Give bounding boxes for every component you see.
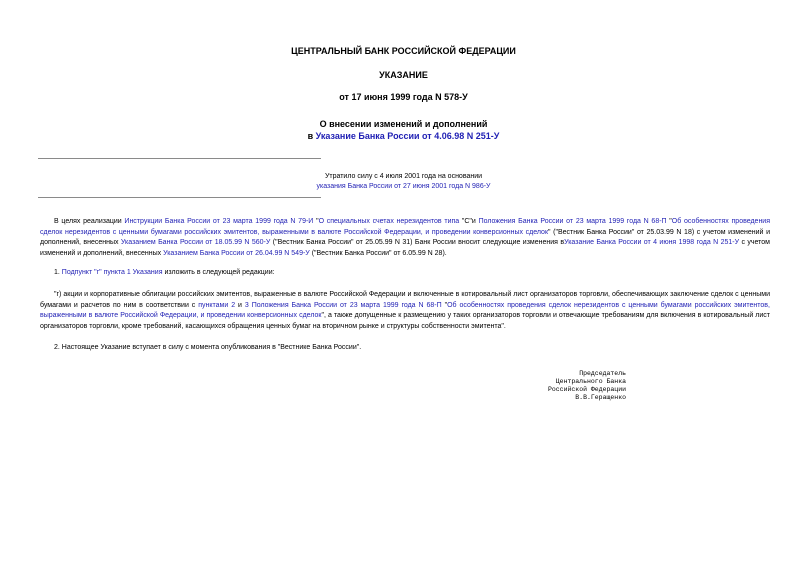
paragraph-text: и (235, 301, 245, 309)
reference-link[interactable]: Указанием Банка России от 18.05.99 N 560-У (120, 239, 271, 246)
repeal-document-link[interactable]: указания Банка России от 27 июня 2001 года N 986-У (316, 183, 491, 190)
paragraph-text: " (313, 218, 319, 225)
paragraph-text: изложить в следующей редакции: (162, 269, 275, 276)
paragraph-text: с учетом изменений и дополнений, внесенных (40, 239, 770, 257)
paragraph-item-2: 2. Настоящее Указание вступает в силу с момента опубликования в "Вестнике Банка России". (54, 344, 362, 351)
reference-link[interactable]: Указание Банка России от 4 июня 1998 года N 251-У (564, 239, 740, 246)
reference-link[interactable]: пунктами 2 (198, 301, 236, 309)
signatory-position: Председатель (579, 370, 626, 377)
signature-block (520, 370, 626, 402)
paragraph-text: " ("Вестник Банка России" от 25.03.99 N 18) с учетом изменений и дополнений, внесенных (40, 228, 770, 246)
issuer-title: ЦЕНТРАЛЬНЫЙ БАНК РОССИЙСКОЙ ФЕДЕРАЦИИ (291, 46, 516, 56)
reference-link[interactable]: Об особенностях проведения сделок нерезидентов с ценными бумагами российских эмитентов, выраженными в валюте Российской Федерации, и проведении конверсионных сделок (40, 218, 771, 236)
document-date-number: от 17 июня 1999 года N 578-У (339, 92, 468, 102)
reference-link[interactable]: Подпункт "г" пункта 1 Указания (61, 269, 163, 276)
reference-link[interactable]: Об особенностях проведения сделок нерезидентов с ценными бумагами российских эмитентов, выраженными в валюте Российской Федерации, и проведении конверсионных сделок (40, 301, 770, 319)
paragraph-preamble (40, 217, 770, 259)
reference-link[interactable]: Положения Банка России от 23 марта 1999 года N 68-П (251, 301, 442, 309)
document-type: УКАЗАНИЕ (379, 70, 428, 80)
paragraph-text: "С"и (459, 218, 479, 225)
document-subject: О внесении изменений и дополнений (319, 119, 488, 129)
paragraph-text: 1. (54, 269, 62, 276)
paragraph-text: " (441, 301, 448, 309)
divider-bottom (38, 197, 321, 198)
paragraph-text: ("Вестник Банка России" от 6.05.99 N 28). (309, 249, 447, 257)
reference-link[interactable]: 3 (244, 301, 249, 309)
subject-prefix: в (307, 131, 316, 141)
amended-document-link[interactable]: Указание Банка России от 4.06.98 N 251-У (315, 131, 500, 141)
document-subject-line2 (0, 130, 807, 142)
paragraph-item-1-text (40, 290, 770, 332)
signatory-organization-2: Российской Федерации (547, 386, 626, 393)
paragraph-text: ("Вестник Банка России" от 25.05.99 N 31) Банк России вносит следующие изменения в (270, 239, 565, 246)
signatory-name: В.В.Геращенко (575, 394, 626, 401)
paragraph-text: В целях реализации (54, 218, 125, 225)
reference-link[interactable]: Инструкции Банка России от 23 марта 1999 года N 79-И (124, 218, 314, 225)
reference-link[interactable]: Указанием Банка России от 26.04.99 N 549-У (163, 249, 310, 257)
paragraph-text: "г) акции и корпоративные облигации российских эмитентов, выраженные в валюте Российской Федерации и включенные в котировальный лист организаторов торговли, обеспечивающих заключение сделок с ценными бумагами и расчетов по ним в соответствии с (40, 291, 770, 309)
paragraph-text: " (666, 218, 672, 225)
reference-link[interactable]: Положения Банка России от 23 марта 1999 года N 68-П (478, 218, 667, 225)
paragraph-text: ", а также допущенные к размещению у таких организаторов торговли и отвечающие требованиям для включения в котировальный лист организаторов торговли, кроме требований, касающихся обращения ценных бумаг на вторичном рынке и структуры собственности эмитента". (40, 312, 771, 330)
signatory-organization: Центрального Банка (555, 378, 626, 385)
divider-top (38, 158, 321, 159)
reference-link[interactable]: О специальных счетах нерезидентов типа (318, 218, 460, 225)
validity-note: Утратило силу с 4 июля 2001 года на основании (324, 173, 483, 180)
paragraph-item-1 (40, 268, 770, 279)
